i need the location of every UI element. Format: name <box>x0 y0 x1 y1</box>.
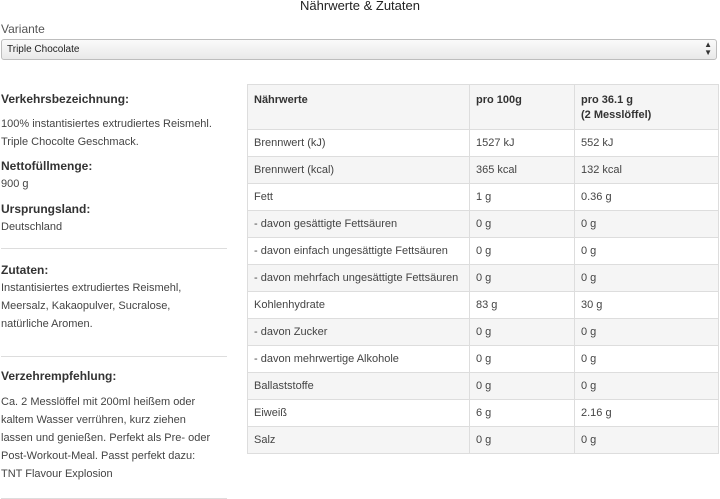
zutaten-line: Meersalz, Kakaopulver, Sucralose, <box>1 300 171 312</box>
table-row <box>248 373 719 400</box>
row-value-portion: 552 kJ <box>575 130 719 157</box>
row-label: Kohlenhydrate <box>248 292 470 319</box>
row-value-100g: 6 g <box>470 400 575 427</box>
row-value-portion: 0.36 g <box>575 184 719 211</box>
table-row <box>248 130 719 157</box>
verzehr-line: Post-Workout-Meal. Passt perfekt dazu: <box>1 450 196 462</box>
ursprungsland-value: Deutschland <box>1 221 63 233</box>
row-value-100g: 365 kcal <box>470 157 575 184</box>
table-header-row <box>248 85 719 130</box>
row-value-portion: 0 g <box>575 319 719 346</box>
ursprungsland-title: Ursprungsland: <box>1 202 91 216</box>
row-value-100g: 0 g <box>470 211 575 238</box>
header-pro-portion-line2: (2 Messlöffel) <box>581 109 652 121</box>
page-title: Nährwerte & Zutaten <box>300 0 420 13</box>
variant-select[interactable] <box>1 39 717 60</box>
row-value-portion: 2.16 g <box>575 400 719 427</box>
row-value-100g: 0 g <box>470 427 575 454</box>
table-row <box>248 346 719 373</box>
row-value-portion: 132 kcal <box>575 157 719 184</box>
verkehrsbezeichnung-line: Triple Chocolte Geschmack. <box>1 136 139 148</box>
verkehrsbezeichnung-title: Verkehrsbezeichnung: <box>1 92 130 106</box>
table-row <box>248 265 719 292</box>
header-pro-100g: pro 100g <box>470 85 575 130</box>
nettofuellmenge-title: Nettofüllmenge: <box>1 159 93 173</box>
verzehr-title: Verzehrempfehlung: <box>1 369 117 383</box>
row-value-portion: 30 g <box>575 292 719 319</box>
row-value-100g: 0 g <box>470 265 575 292</box>
table-row <box>248 238 719 265</box>
table-row <box>248 157 719 184</box>
select-arrows-icon: ▲ ▼ <box>704 40 712 57</box>
header-pro-portion-line1: pro 36.1 g <box>581 94 633 106</box>
table-row <box>248 211 719 238</box>
zutaten-title: Zutaten: <box>1 263 49 277</box>
row-value-portion: 0 g <box>575 238 719 265</box>
row-value-100g: 0 g <box>470 346 575 373</box>
row-label: - davon gesättigte Fettsäuren <box>248 211 470 238</box>
row-value-portion: 0 g <box>575 265 719 292</box>
row-value-100g: 1527 kJ <box>470 130 575 157</box>
row-value-100g: 83 g <box>470 292 575 319</box>
row-label: Brennwert (kcal) <box>248 157 470 184</box>
table-row <box>248 400 719 427</box>
table-row <box>248 292 719 319</box>
row-value-portion: 0 g <box>575 373 719 400</box>
table-row <box>248 427 719 454</box>
row-label: Salz <box>248 427 470 454</box>
verkehrsbezeichnung-line: 100% instantisiertes extrudiertes Reismehl. <box>1 118 212 130</box>
product-info <box>1 84 227 499</box>
verzehr-line: TNT Flavour Explosion <box>1 468 113 480</box>
row-value-100g: 0 g <box>470 319 575 346</box>
header-pro-portion <box>575 85 719 130</box>
row-label: - davon Zucker <box>248 319 470 346</box>
row-label: Brennwert (kJ) <box>248 130 470 157</box>
variant-label: Variante <box>1 22 45 36</box>
verzehr-line: lassen und genießen. Perfekt als Pre- oder <box>1 432 211 444</box>
zutaten-line: Instantisiertes extrudiertes Reismehl, <box>1 282 182 294</box>
table-row <box>248 184 719 211</box>
variant-selected-value: Triple Chocolate <box>7 44 80 55</box>
row-label: - davon einfach ungesättigte Fettsäuren <box>248 238 470 265</box>
nutrition-table <box>247 84 719 454</box>
zutaten-line: natürliche Aromen. <box>1 318 93 330</box>
row-value-100g: 0 g <box>470 238 575 265</box>
row-value-portion: 0 g <box>575 346 719 373</box>
row-value-100g: 1 g <box>470 184 575 211</box>
row-value-100g: 0 g <box>470 373 575 400</box>
verzehr-line: kaltem Wasser verrühren, kurz ziehen <box>1 414 186 426</box>
row-label: Fett <box>248 184 470 211</box>
row-value-portion: 0 g <box>575 427 719 454</box>
row-label: - davon mehrwertige Alkohole <box>248 346 470 373</box>
nettofuellmenge-value: 900 g <box>1 178 29 190</box>
header-naehrwerte: Nährwerte <box>248 85 470 130</box>
row-label: Ballaststoffe <box>248 373 470 400</box>
row-label: Eiweiß <box>248 400 470 427</box>
verzehr-line: Ca. 2 Messlöffel mit 200ml heißem oder <box>1 396 196 408</box>
table-row <box>248 319 719 346</box>
row-value-portion: 0 g <box>575 211 719 238</box>
row-label: - davon mehrfach ungesättigte Fettsäuren <box>248 265 470 292</box>
